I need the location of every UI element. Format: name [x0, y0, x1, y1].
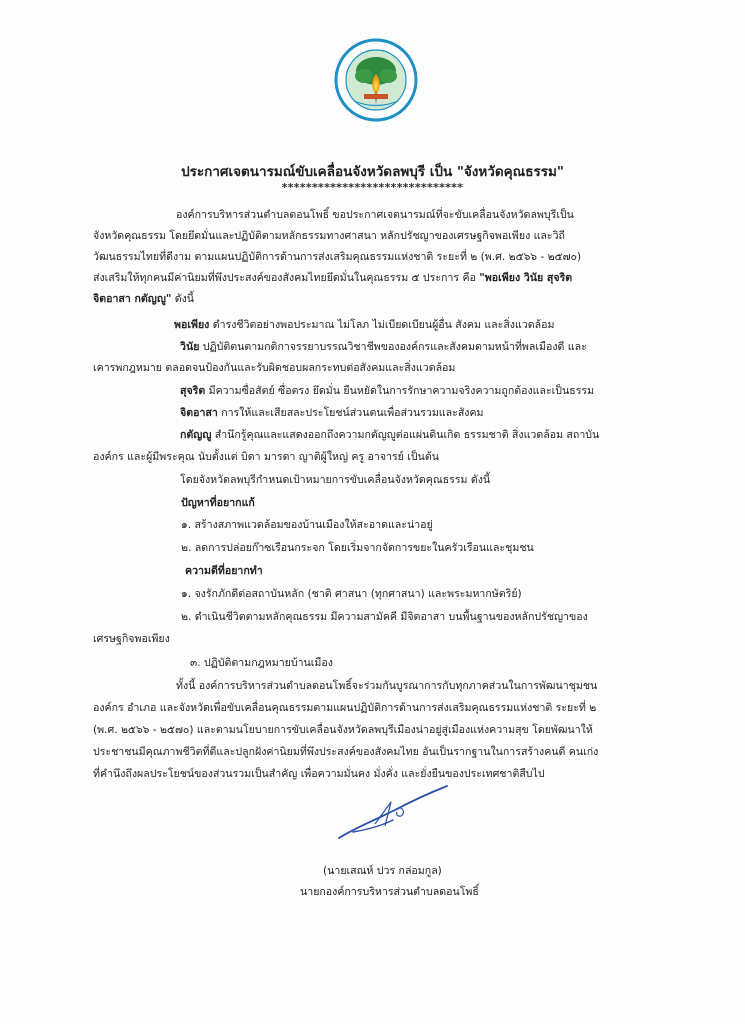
organization-seal-logo [334, 38, 418, 122]
goodness-heading: ความดีที่อยากทำ [185, 565, 263, 577]
intro-line-5 [93, 291, 194, 307]
virtue-term: พอเพียง [174, 319, 210, 331]
closing-line-3: (พ.ศ. ๒๕๖๖ - ๒๕๗๐) และตามนโยบายการขับเคลื่อนจังหวัดลพบุรีเมืองน่าอยู่สู่เมืองแห่งความสุข โดยพัฒนาให้ [93, 724, 593, 736]
goodness-item: ๑. จงรักภักดีต่อสถาบันหลัก (ชาติ ศาสนา (ทุกศาสนา) และพระมหากษัตริย์) [181, 588, 522, 600]
problem-item: ๑. สร้างสภาพแวดล้อมของบ้านเมืองให้สะอาดและน่าอยู่ [181, 519, 433, 531]
announcement-title: ประกาศเจตนารมณ์ขับเคลื่อนจังหวัดลพบุรี เป็น "จังหวัดคุณธรรม" [181, 164, 564, 180]
virtue-term: กตัญญู [180, 429, 212, 441]
problems-heading: ปัญหาที่อยากแก้ [181, 497, 255, 509]
intro-line-3: วัฒนธรรมไทยที่ดีงาม ตามแผนปฏิบัติการด้านการส่งเสริมคุณธรรมแห่งชาติ ระยะที่ ๒ (พ.ศ. ๒๕๖๖ - ๒๕๗๐) [93, 251, 582, 263]
handwritten-signature [335, 780, 455, 844]
closing-line-5: ที่คำนึงถึงผลประโยชน์ของส่วนรวมเป็นสำคัญ เพื่อความมั่นคง มั่งคั่ง และยั่งยืนของประเทศชาติสืบไป [93, 768, 545, 780]
virtue-description: การให้และเสียสละประโยชน์ส่วนตนเพื่อส่วนรวมและสังคม [217, 407, 484, 419]
goodness-item: ๓. ปฏิบัติตามกฎหมายบ้านเมือง [190, 657, 333, 669]
virtue-description: สำนึกรู้คุณและแสดงออกถึงความกตัญญูต่อแผ่นดินเกิด ธรรมชาติ สิ่งแวดล้อม สถาบัน [211, 429, 600, 441]
targets-intro: โดยจังหวัดลพบุรีกำหนดเป้าหมายการขับเคลื่อนจังหวัดคุณธรรม ดังนี้ [180, 474, 491, 486]
decorative-star-divider: ****************************** [281, 181, 464, 194]
virtue-description: มีความซื่อสัตย์ ซื่อตรง ยึดมั่น ยืนหยัดในการรักษาความจริงความถูกต้องและเป็นธรรม [205, 385, 595, 397]
virtue-volunteer [180, 405, 484, 421]
goodness-item-cont: เศรษฐกิจพอเพียง [93, 633, 170, 645]
intro-line-4 [93, 270, 572, 286]
virtue-description: ดำรงชีวิตอย่างพอประมาณ ไม่โลภ ไม่เบียดเบียนผู้อื่น สังคม และสิ่งแวดล้อม [209, 319, 555, 331]
virtue-term: วินัย [180, 341, 200, 353]
signatory-name: (นายเสณห์ ปวร กล่อมกูล) [323, 865, 442, 877]
virtue-term: จิตอาสา [180, 407, 218, 419]
goodness-item: ๒. ดำเนินชีวิตตามหลักคุณธรรม มีความสามัคคี มีจิตอาสา บนพื้นฐานของหลักปรัชญาของ [181, 611, 588, 623]
virtues-list-bold-1: "พอเพียง วินัย สุจริต [479, 272, 573, 284]
closing-line-1: ทั้งนี้ องค์การบริหารส่วนตำบลดอนโพธิ์จะร่วมกันบูรณาการกับทุกภาคส่วนในการพัฒนาชุมชน [176, 680, 598, 692]
virtue-discipline-cont: เคารพกฎหมาย ตลอดจนป้องกันและรับผิดชอบผลกระทบต่อสังคมและสิ่งแวดล้อม [93, 362, 456, 374]
closing-line-2: องค์กร อำเภอ และจังหวัดเพื่อขับเคลื่อนคุณธรรมตามแผนปฏิบัติการด้านการส่งเสริมคุณธรรมแห่งชาติ ระยะที่ ๒ [93, 702, 597, 714]
intro-line-4-text: ส่งเสริมให้ทุกคนมีค่านิยมที่พึงประสงค์ของสังคมไทยยึดมั่นในคุณธรรม ๕ ประการ คือ [93, 272, 476, 284]
virtue-description: ปฏิบัติตนตามกติกาจรรยาบรรณวิชาชีพขององค์กรและสังคมตามหน้าที่พลเมืองดี และ [199, 341, 587, 353]
virtue-honesty [180, 383, 594, 399]
virtues-list-bold-2: จิตอาสา กตัญญู" [93, 293, 172, 305]
signatory-position: นายกองค์การบริหารส่วนตำบลดอนโพธิ์ [300, 886, 479, 898]
closing-line-4: ประชาชนมีคุณภาพชีวิตที่ดีและปลูกฝังค่านิยมที่พึงประสงค์ของสังคมไทย อันเป็นรากฐานในการสร้างคนดี คนเก่ง [93, 746, 599, 758]
intro-line-2: จังหวัดคุณธรรม โดยยึดมั่นและปฏิบัติตามหลักธรรมทางศาสนา หลักปรัชญาของเศรษฐกิจพอเพียง และวิถี [93, 230, 565, 242]
virtue-gratitude [180, 427, 599, 443]
intro-line-1: องค์การบริหารส่วนตำบลดอนโพธิ์ ขอประกาศเจตนารมณ์ที่จะขับเคลื่อนจังหวัดลพบุรีเป็น [176, 209, 574, 221]
problem-item: ๒. ลดการปล่อยก๊าซเรือนกระจก โดยเริ่มจากจัดการขยะในครัวเรือนและชุมชน [181, 542, 534, 554]
virtue-term: สุจริต [180, 385, 206, 397]
virtue-sufficiency [174, 317, 554, 333]
virtue-discipline [180, 339, 587, 355]
intro-line-5-text: ดังนี้ [171, 293, 195, 305]
virtue-gratitude-cont: องค์กร และผู้มีพระคุณ นับตั้งแต่ บิดา มารดา ญาติผู้ใหญ่ ครู อาจารย์ เป็นต้น [93, 451, 439, 463]
